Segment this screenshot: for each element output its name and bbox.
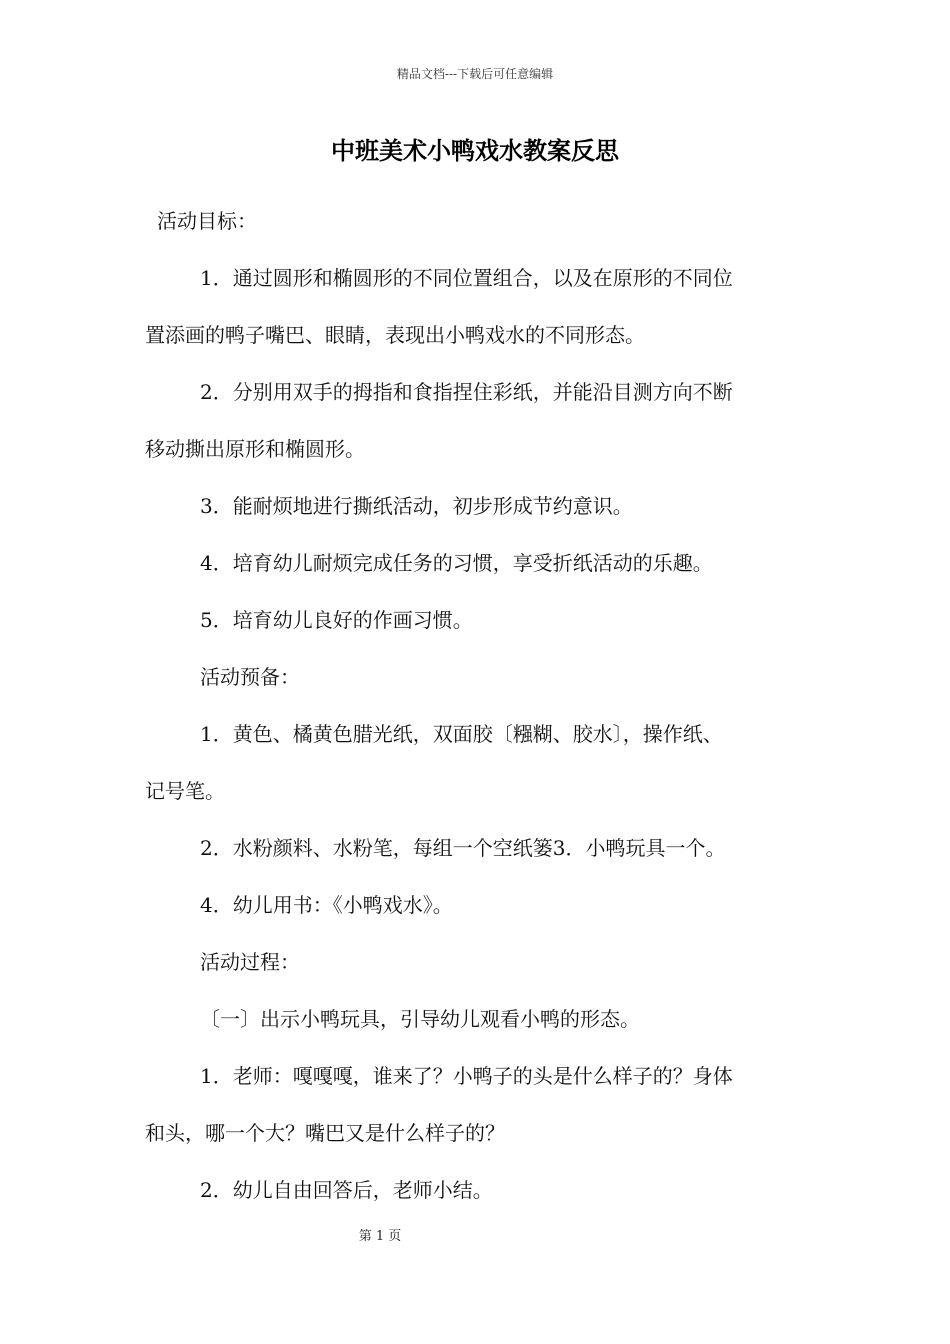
paragraph-goal-3: 3．能耐烦地进行撕纸活动，初步形成节约意识。 bbox=[200, 494, 633, 518]
paragraph-process-1-cont: 和头，哪一个大？嘴巴又是什么样子的？ bbox=[145, 1121, 505, 1145]
paragraph-goal-1: 1．通过圆形和椭圆形的不同位置组合，以及在原形的不同位 bbox=[200, 266, 733, 290]
paragraph-process-2: 2．幼儿自由回答后，老师小结。 bbox=[200, 1178, 493, 1202]
paragraph-prep-1: 1．黄色、橘黄色腊光纸，双面胶〔糨糊、胶水〕，操作纸、 bbox=[200, 722, 723, 746]
paragraph-goal-4: 4．培育幼儿耐烦完成任务的习惯，享受折纸活动的乐趣。 bbox=[200, 551, 713, 575]
paragraph-goal-5: 5．培育幼儿良好的作画习惯。 bbox=[200, 608, 473, 632]
section-heading-process: 活动过程： bbox=[200, 950, 300, 974]
paragraph-process-step-1: 〔一〕出示小鸭玩具，引导幼儿观看小鸭的形态。 bbox=[200, 1007, 640, 1031]
paragraph-goal-2: 2．分别用双手的拇指和食指捏住彩纸，并能沿目测方向不断 bbox=[200, 380, 733, 404]
document-body bbox=[145, 193, 810, 1219]
section-heading-preparation: 活动预备： bbox=[200, 665, 300, 689]
paragraph-goal-2-cont: 移动撕出原形和椭圆形。 bbox=[145, 437, 365, 461]
paragraph-prep-4: 4．幼儿用书：《小鸭戏水》。 bbox=[200, 893, 453, 917]
document-title: 中班美术小鸭戏水教案反思 bbox=[331, 136, 619, 165]
paragraph-prep-1-cont: 记号笔。 bbox=[145, 779, 225, 803]
paragraph-prep-2: 2．水粉颜料、水粉笔，每组一个空纸篓3．小鸭玩具一个。 bbox=[200, 836, 726, 860]
paragraph-goal-1-cont: 置添画的鸭子嘴巴、眼睛，表现出小鸭戏水的不同形态。 bbox=[145, 323, 645, 347]
page-footer: 第 1 页 bbox=[358, 1229, 402, 1244]
section-heading-goals: 活动目标： bbox=[157, 209, 257, 233]
paragraph-process-1: 1．老师：嘎嘎嘎，谁来了？小鸭子的头是什么样子的？身体 bbox=[200, 1064, 733, 1088]
page-header: 精品文档---下载后可任意编辑 bbox=[396, 67, 554, 81]
